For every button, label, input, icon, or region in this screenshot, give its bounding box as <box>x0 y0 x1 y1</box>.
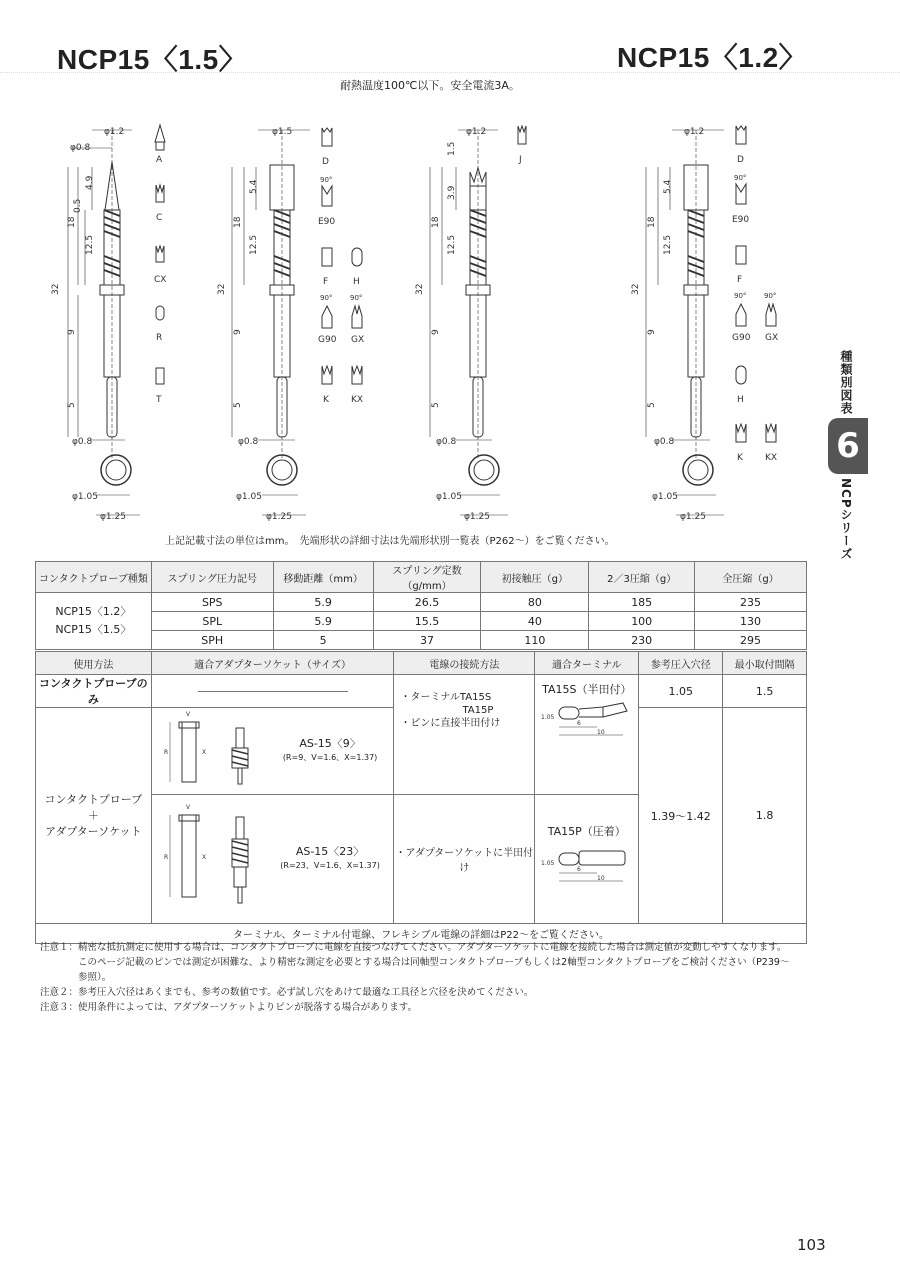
usage-header: 適合ターミナル <box>535 652 639 675</box>
spec-header: スプリング定数（g/mm） <box>373 562 481 593</box>
note-line: 参照）。 <box>78 972 112 983</box>
phi125-label: φ1.25 <box>100 512 126 522</box>
svg-text:V: V <box>185 711 190 718</box>
notes <box>40 940 820 1015</box>
phi125-label: φ1.25 <box>266 512 292 522</box>
spec-header: コンタクトプローブ種類 <box>36 562 152 593</box>
conn-method-2: ・アダプターソケットに半田付け <box>394 795 535 924</box>
svg-text:90°: 90° <box>734 174 747 182</box>
socket-1: V R X AS-15〈9〉 (R=9、V=1.6、X=1.37) <box>151 708 394 795</box>
tip-j: J <box>519 155 522 165</box>
svg-text:X: X <box>201 749 206 756</box>
title-right: NCP15〈1.2〉 <box>617 42 808 73</box>
sidebar-series: NCPシリーズ <box>839 478 853 561</box>
tip-e90: E90 <box>318 217 336 227</box>
usage-table <box>35 651 807 944</box>
table-row <box>36 675 807 708</box>
usage-header: 電線の接続方法 <box>394 652 535 675</box>
note-line: 注意３：使用条件によっては、アダプターソケットよりピンが脱落する場合があります。 <box>40 1002 417 1013</box>
tip-deg: 90° <box>320 176 333 184</box>
svg-text:X: X <box>201 854 206 861</box>
dim-32: 32 <box>51 283 61 295</box>
tip-f: F <box>737 275 743 285</box>
table-row: NCP15〈1.2〉 NCP15〈1.5〉 SPS 5.9 26.5 80 185 235 <box>36 593 807 612</box>
usage-header: 参考圧入穴径 <box>639 652 723 675</box>
spec-header: 2／3圧縮（g） <box>589 562 695 593</box>
phi105-label: φ1.05 <box>652 492 678 502</box>
dim-9: 9 <box>647 329 657 335</box>
spec-table <box>35 561 807 650</box>
tip-kx: KX <box>765 453 778 463</box>
tip-gx: GX <box>765 333 779 343</box>
svg-text:90°: 90° <box>350 294 363 302</box>
dim-5: 5 <box>233 402 243 408</box>
row1-pitch: 1.5 <box>723 675 807 708</box>
svg-text:1.05: 1.05 <box>540 714 555 721</box>
phi105-label: φ1.05 <box>72 492 98 502</box>
phi125-label: φ1.25 <box>680 512 706 522</box>
dim-32: 32 <box>415 283 425 295</box>
tip-d: D <box>737 155 744 165</box>
phi12-label: φ1.2 <box>466 127 487 137</box>
socket-2: V R X AS-15〈23〉 (R=23、V=1.6、X=1.37) <box>151 795 394 924</box>
page-number: 103 <box>797 1236 826 1254</box>
tip-r: R <box>156 333 163 343</box>
dim-5: 5 <box>431 402 441 408</box>
dim-32: 32 <box>217 283 227 295</box>
tip-k: K <box>737 453 743 463</box>
subtitle: 耐熱温度100℃以下。安全電流3A。 <box>340 79 520 92</box>
row1-label: コンタクトプローブのみ <box>36 675 152 708</box>
row1-hole: 1.05 <box>639 675 723 708</box>
dim-125: 12.5 <box>85 234 95 255</box>
svg-text:6: 6 <box>576 720 581 727</box>
note-line: 注意２：参考圧入穴径はあくまでも、参考の数値です。必ず試し穴をあけて最適な工具径と穴径を決めてください。 <box>40 987 534 998</box>
spec-header: 全圧縮（g） <box>695 562 807 593</box>
tip-t: T <box>156 395 162 405</box>
probe-4 <box>631 127 724 522</box>
terminal-ta15s: TA15S（半田付） 1.05 6 10 <box>535 675 639 795</box>
dim-18: 18 <box>431 216 441 228</box>
svg-text:V: V <box>185 804 190 811</box>
svg-text:R: R <box>163 749 168 756</box>
tip-k: K <box>323 395 329 405</box>
phi08-bottom: φ0.8 <box>654 437 675 447</box>
phi08-bottom: φ0.8 <box>436 437 457 447</box>
socket-1-drawing <box>152 708 267 794</box>
svg-text:R: R <box>163 854 168 861</box>
note-line: 注意１：精密な抵抗測定に使用する場合は、コンタクトプローブに電線を直接つなげてください。アダプターソケットに電線を接続した場合は測定値が変動しやすくなります。 <box>40 942 787 953</box>
tip-kx: KX <box>351 395 364 405</box>
dim-39: 3.9 <box>447 185 457 200</box>
title-left: NCP15〈1.5〉 <box>57 44 248 75</box>
terminal-ta15p-drawing <box>537 839 637 889</box>
probe-3 <box>415 126 526 522</box>
table-row: SPH 5 37 110 230 295 <box>36 631 807 650</box>
phi12-label: φ1.2 <box>684 127 705 137</box>
spec-header: 移動距離（mm） <box>273 562 373 593</box>
row2-label: コンタクトプローブ ＋ アダプターソケット <box>36 708 152 924</box>
usage-header: 最小取付間隔 <box>723 652 807 675</box>
usage-footer: ターミナル、ターミナル付電線、フレキシブル電線の詳細はP22〜をご覧ください。 <box>36 924 807 944</box>
tip-d: D <box>322 157 329 167</box>
tip-g90: G90 <box>318 335 337 345</box>
tips-left <box>154 125 166 405</box>
tip-g90: G90 <box>732 333 751 343</box>
tip-a: A <box>156 155 163 165</box>
dim-9: 9 <box>233 329 243 335</box>
svg-text:6: 6 <box>576 866 581 873</box>
svg-text:90°: 90° <box>734 292 747 300</box>
phi08-label: φ0.8 <box>70 143 91 153</box>
dim-125: 12.5 <box>447 234 457 255</box>
usage-header: 適合アダプターソケット（サイズ） <box>151 652 394 675</box>
dim-18: 18 <box>233 216 243 228</box>
tip-cx: CX <box>154 275 167 285</box>
tip-h: H <box>737 395 744 405</box>
conn-method-1: ・ターミナルTA15S TA15P ・ピンに直接半田付け <box>394 675 535 795</box>
phi105-label: φ1.05 <box>436 492 462 502</box>
probe-drawings <box>0 110 820 530</box>
header-rule <box>0 72 900 73</box>
tip-f: F <box>323 277 329 287</box>
dim-125: 12.5 <box>249 234 259 255</box>
tip-gx: GX <box>351 335 365 345</box>
phi15-label: φ1.5 <box>272 127 293 137</box>
phi105-label: φ1.05 <box>236 492 262 502</box>
note-line: このページ記載のピンでは測定が困難な、より精密な測定を必要とする場合は同軸型コンタクトプローブもしくは2軸型コンタクトプローブをご検討ください（P239〜 <box>78 957 790 968</box>
dim-125: 12.5 <box>663 234 673 255</box>
svg-text:10: 10 <box>596 729 605 736</box>
sidebar-tab: 6 <box>828 418 868 474</box>
tip-c: C <box>156 213 163 223</box>
svg-text:10: 10 <box>596 875 605 882</box>
probe-2 <box>217 127 310 522</box>
dim-18: 18 <box>67 216 77 228</box>
terminal-ta15p: TA15P（圧着） 1.05 6 10 <box>535 795 639 924</box>
socket-2-drawing <box>152 795 267 923</box>
dim-5: 5 <box>67 402 77 408</box>
row2-hole: 1.39〜1.42 <box>639 708 723 924</box>
spec-header: スプリング圧力記号 <box>151 562 273 593</box>
dim-9: 9 <box>431 329 441 335</box>
spec-header: 初接触圧（g） <box>481 562 589 593</box>
terminal-ta15s-drawing <box>537 697 637 743</box>
dim-49: 4.9 <box>85 175 95 190</box>
phi08-bottom: φ0.8 <box>72 437 93 447</box>
dim-54: 5.4 <box>249 179 259 194</box>
svg-text:90°: 90° <box>320 294 333 302</box>
sidebar-category: 種類別図表 <box>839 350 853 415</box>
probe-1 <box>51 127 140 522</box>
tips-mid <box>318 128 364 405</box>
phi12-label: φ1.2 <box>104 127 125 137</box>
dim-05: 0.5 <box>73 198 83 213</box>
dim-54: 5.4 <box>663 179 673 194</box>
svg-text:1.05: 1.05 <box>540 860 555 867</box>
tip-e90: E90 <box>732 215 750 225</box>
dim-9: 9 <box>67 329 77 335</box>
usage-header: 使用方法 <box>36 652 152 675</box>
tips-right <box>732 126 778 463</box>
dim-32: 32 <box>631 283 641 295</box>
dim-5: 5 <box>647 402 657 408</box>
tip-h: H <box>353 277 360 287</box>
table-row: SPL 5.9 15.5 40 100 130 <box>36 612 807 631</box>
dim-18: 18 <box>647 216 657 228</box>
dim-note: 上記記載寸法の単位はmm。 先端形状の詳細寸法は先端形状別一覧表（P262〜）をご覧ください。 <box>165 536 615 547</box>
probe-type-cell: NCP15〈1.2〉 NCP15〈1.5〉 <box>36 593 152 650</box>
svg-text:90°: 90° <box>764 292 777 300</box>
dim-15: 1.5 <box>447 141 457 156</box>
phi125-label: φ1.25 <box>464 512 490 522</box>
phi08-bottom: φ0.8 <box>238 437 259 447</box>
row2-pitch: 1.8 <box>723 708 807 924</box>
